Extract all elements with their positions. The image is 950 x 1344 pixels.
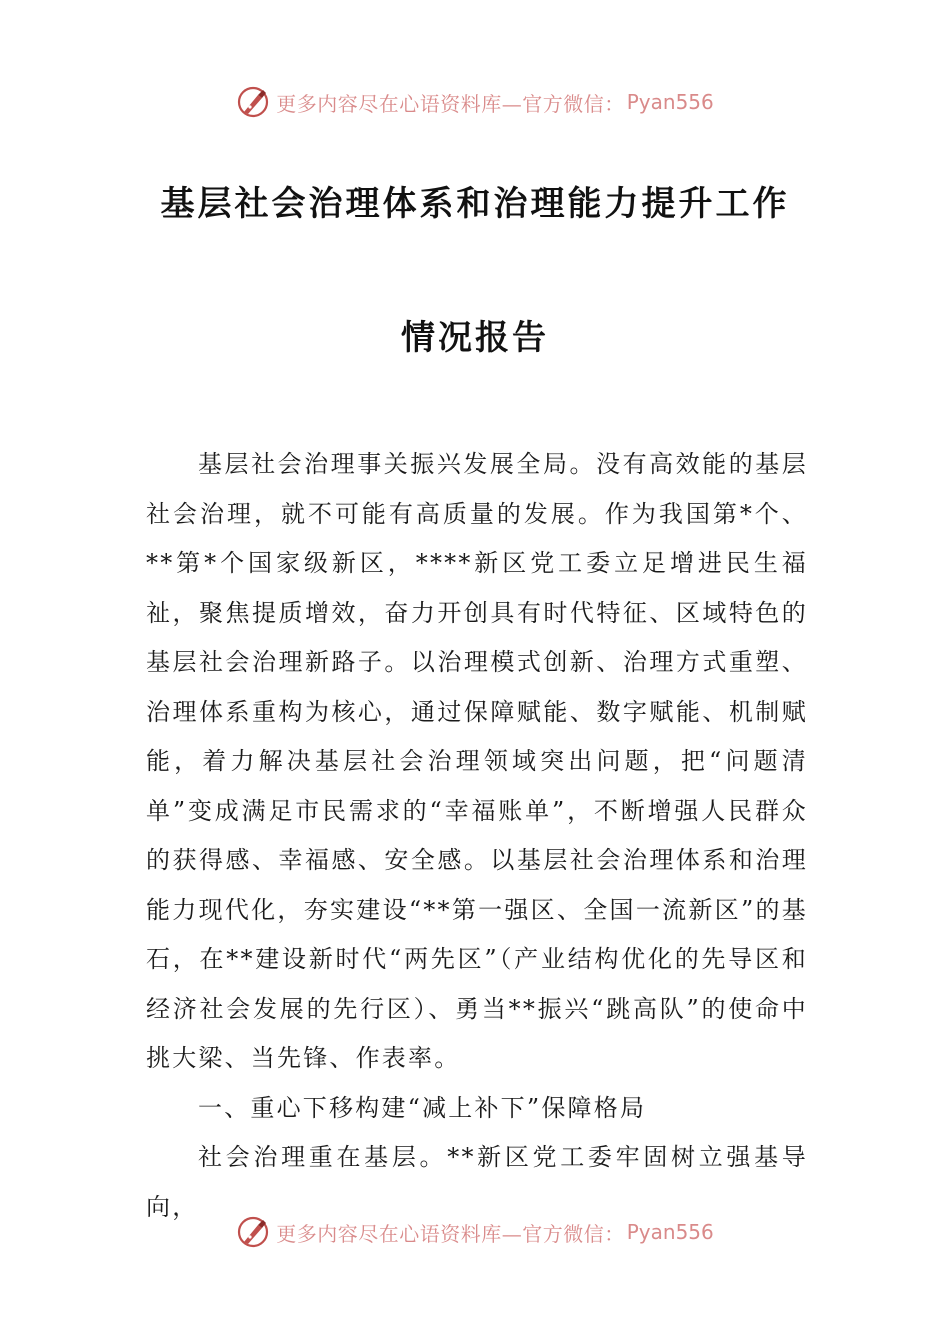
watermark-text: 更多内容尽在心语资料库—官方微信： (276, 1221, 625, 1246)
watermark-wechat-id: Pyan556 (626, 1220, 714, 1244)
paragraph-section-1: 社会治理重在基层。**新区党工委牢固树立强基导向， (146, 1143, 808, 1221)
watermark-text: 更多内容尽在心语资料库—官方微信： (276, 91, 625, 116)
pen-nib-logo-icon (236, 1215, 270, 1249)
watermark-wechat-id: Pyan556 (626, 90, 714, 114)
section-heading-1: 一、重心下移构建“减上补下”保障格局 (198, 1093, 647, 1122)
paragraph-intro: 基层社会治理事关振兴发展全局。没有高效能的基层社会治理，就不可能有高质量的发展。作为我国第*个、**第*个国家级新区，****新区党工委立足增进民生福祉，聚焦提质增效，奋力开创具有时代特征、区域特色的基层社会治理新路子。以治理模式创新、治理方式重塑、治理体系重构为核心，通过保障赋能、数字赋能、机制赋能，着力解决基层社会治理领域突出问题，把“问题清单”变成满足市民需求的“幸福账单”，不断增强人民群众的获得感、幸福感、安全感。以基层社会治理体系和治理能力现代化，夯实建设“**第一强区、全国一流新区”的基石，在**建设新时代“两先区”（产业结构优化的先导区和经济社会发展的先行区）、勇当**振兴“跳高队”的使命中挑大梁、当先锋、作表率。 (146, 450, 808, 1072)
watermark-top (0, 82, 950, 122)
document-title-line-2: 情况报告 (401, 318, 549, 358)
document-title-line-1: 基层社会治理体系和治理能力提升工作 (160, 184, 790, 224)
watermark-bottom (0, 1212, 950, 1252)
pen-nib-logo-icon (236, 85, 270, 119)
document-body (146, 440, 808, 1232)
